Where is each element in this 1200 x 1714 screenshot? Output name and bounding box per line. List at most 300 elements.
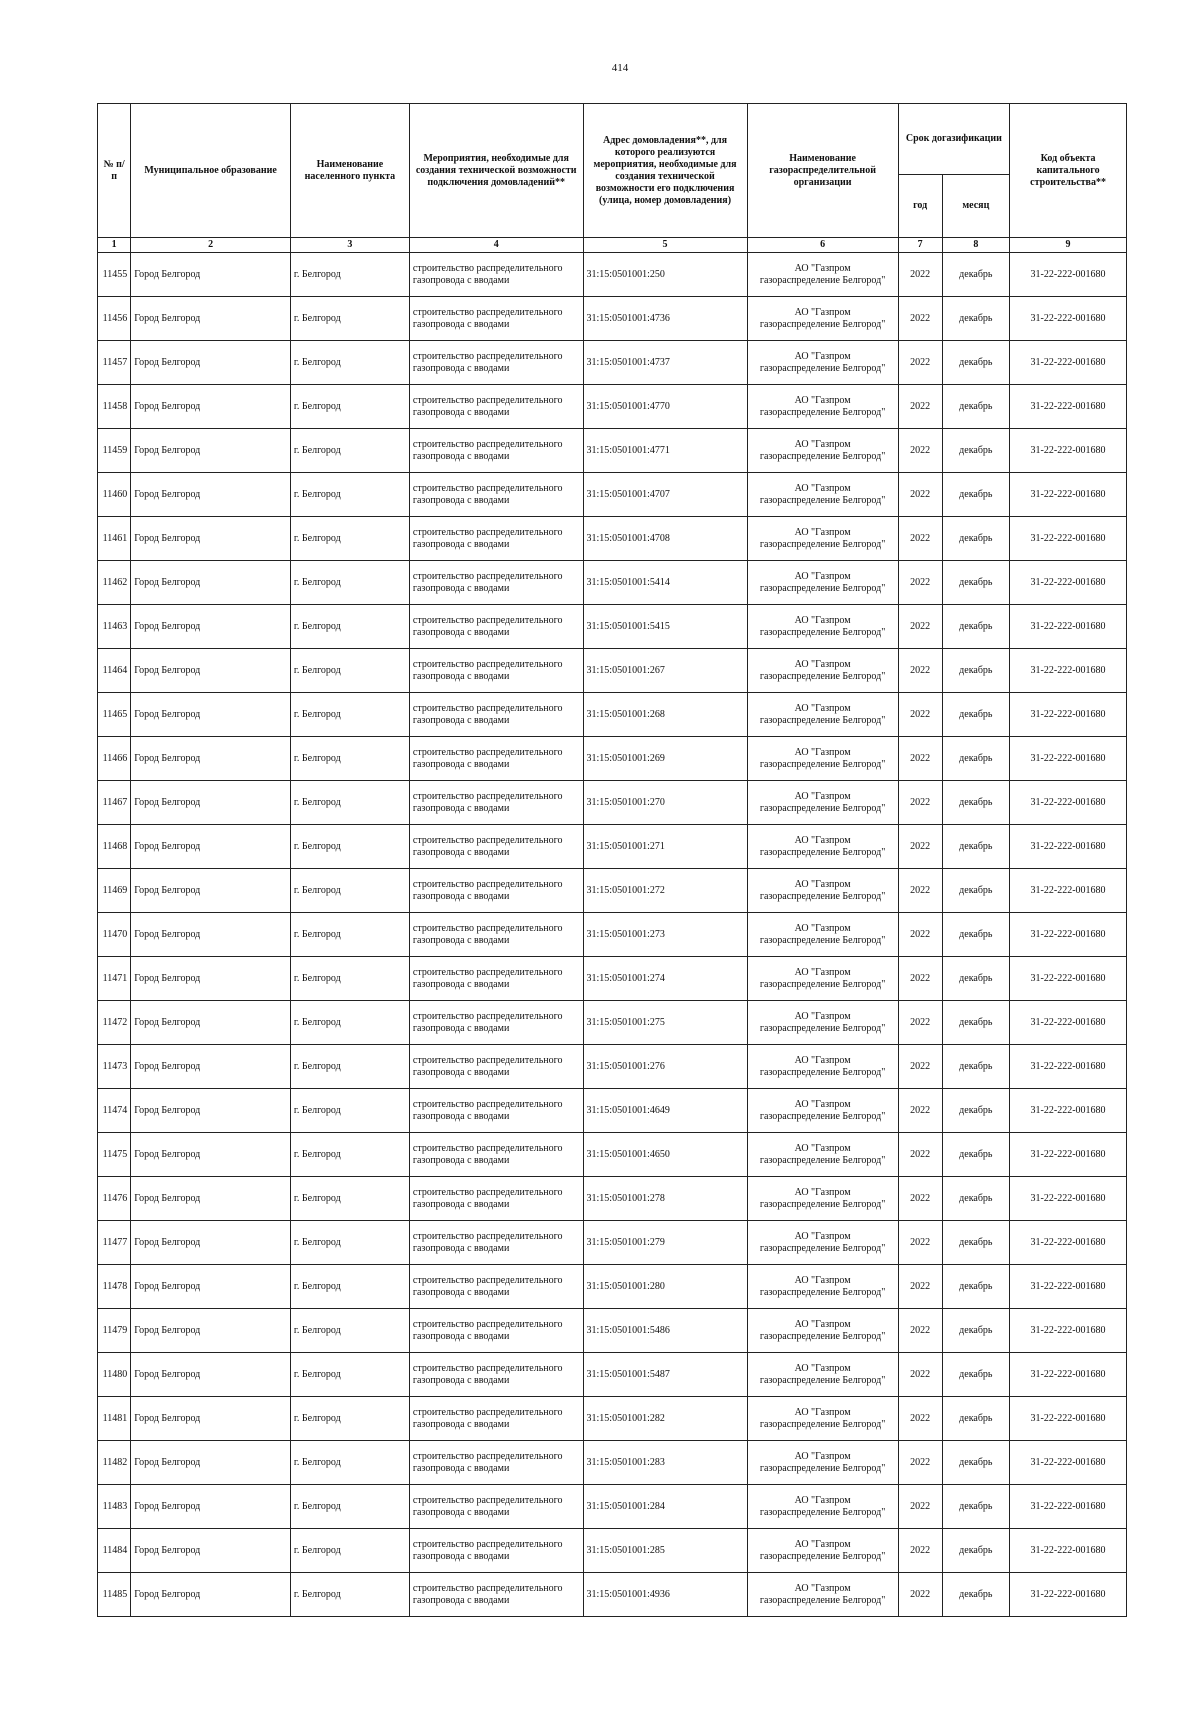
address-cell: 31:15:0501001:270 [583, 781, 747, 825]
table-row [98, 1397, 1127, 1441]
address-cell: 31:15:0501001:273 [583, 913, 747, 957]
settlement-cell: г. Белгород [290, 1573, 409, 1617]
row-number: 11461 [98, 517, 131, 561]
organization-cell [747, 1177, 898, 1221]
organization-line-1: АО "Газпром [794, 1098, 851, 1110]
object-code-cell: 31-22-222-001680 [1010, 1441, 1127, 1485]
row-number: 11470 [98, 913, 131, 957]
object-code-cell: 31-22-222-001680 [1010, 693, 1127, 737]
organization-line-2: газораспределение Белгород" [759, 1418, 886, 1430]
municipality-cell: Город Белгород [131, 341, 291, 385]
object-code-cell: 31-22-222-001680 [1010, 781, 1127, 825]
month-cell: декабрь [942, 385, 1010, 429]
organization-line-2: газораспределение Белгород" [759, 1198, 886, 1210]
year-cell: 2022 [898, 561, 942, 605]
settlement-cell: г. Белгород [290, 869, 409, 913]
month-cell: декабрь [942, 737, 1010, 781]
row-number: 11475 [98, 1133, 131, 1177]
organization-line-2: газораспределение Белгород" [759, 714, 886, 726]
year-cell: 2022 [898, 693, 942, 737]
measures-cell: строительство распределительного газопровода с вводами [409, 1221, 583, 1265]
measures-cell: строительство распределительного газопровода с вводами [409, 1485, 583, 1529]
organization-line-2: газораспределение Белгород" [759, 934, 886, 946]
organization-line-1: АО "Газпром [794, 1010, 851, 1022]
address-cell: 31:15:0501001:5487 [583, 1353, 747, 1397]
organization-line-2: газораспределение Белгород" [759, 1286, 886, 1298]
organization-line-2: газораспределение Белгород" [759, 758, 886, 770]
measures-cell: строительство распределительного газопровода с вводами [409, 957, 583, 1001]
object-code-cell: 31-22-222-001680 [1010, 517, 1127, 561]
settlement-cell: г. Белгород [290, 1529, 409, 1573]
organization-line-1: АО "Газпром [794, 1582, 851, 1594]
settlement-cell: г. Белгород [290, 341, 409, 385]
organization-cell [747, 517, 898, 561]
organization-line-2: газораспределение Белгород" [759, 846, 886, 858]
address-cell: 31:15:0501001:279 [583, 1221, 747, 1265]
measures-cell: строительство распределительного газопровода с вводами [409, 1265, 583, 1309]
measures-cell: строительство распределительного газопровода с вводами [409, 1133, 583, 1177]
table-row [98, 473, 1127, 517]
organization-cell [747, 1133, 898, 1177]
table-row [98, 1309, 1127, 1353]
address-cell: 31:15:0501001:269 [583, 737, 747, 781]
address-cell: 31:15:0501001:5415 [583, 605, 747, 649]
month-cell: декабрь [942, 1441, 1010, 1485]
settlement-cell: г. Белгород [290, 1397, 409, 1441]
year-cell: 2022 [898, 1353, 942, 1397]
municipality-cell: Город Белгород [131, 1573, 291, 1617]
organization-cell [747, 473, 898, 517]
measures-cell: строительство распределительного газопровода с вводами [409, 517, 583, 561]
organization-line-1: АО "Газпром [794, 438, 851, 450]
municipality-cell: Город Белгород [131, 517, 291, 561]
organization-cell [747, 825, 898, 869]
header-municipality: Муниципальное образование [131, 104, 291, 238]
address-cell: 31:15:0501001:4736 [583, 297, 747, 341]
year-cell: 2022 [898, 297, 942, 341]
table-row [98, 253, 1127, 297]
organization-line-2: газораспределение Белгород" [759, 582, 886, 594]
month-cell: декабрь [942, 781, 1010, 825]
row-number: 11472 [98, 1001, 131, 1045]
organization-line-1: АО "Газпром [794, 1538, 851, 1550]
settlement-cell: г. Белгород [290, 1001, 409, 1045]
row-number: 11459 [98, 429, 131, 473]
measures-cell: строительство распределительного газопровода с вводами [409, 825, 583, 869]
month-cell: декабрь [942, 1397, 1010, 1441]
month-cell: декабрь [942, 1485, 1010, 1529]
organization-line-1: АО "Газпром [794, 966, 851, 978]
header-settlement: Наименование населенного пункта [290, 104, 409, 238]
header-deadline-group: Срок догазификации [898, 104, 1009, 175]
table-row [98, 913, 1127, 957]
row-number: 11473 [98, 1045, 131, 1089]
municipality-cell: Город Белгород [131, 737, 291, 781]
organization-line-2: газораспределение Белгород" [759, 890, 886, 902]
municipality-cell: Город Белгород [131, 1133, 291, 1177]
organization-cell [747, 1265, 898, 1309]
organization-cell [747, 1221, 898, 1265]
address-cell: 31:15:0501001:4737 [583, 341, 747, 385]
address-cell: 31:15:0501001:271 [583, 825, 747, 869]
measures-cell: строительство распределительного газопровода с вводами [409, 253, 583, 297]
organization-cell [747, 737, 898, 781]
organization-line-1: АО "Газпром [794, 702, 851, 714]
object-code-cell: 31-22-222-001680 [1010, 1045, 1127, 1089]
table-row [98, 1001, 1127, 1045]
year-cell: 2022 [898, 473, 942, 517]
month-cell: декабрь [942, 1133, 1010, 1177]
settlement-cell: г. Белгород [290, 957, 409, 1001]
table-row [98, 1089, 1127, 1133]
organization-line-1: АО "Газпром [794, 658, 851, 670]
month-cell: декабрь [942, 1177, 1010, 1221]
month-cell: декабрь [942, 869, 1010, 913]
header-address: Адрес домовладения**, для которого реализуются мероприятия, необходимые для создания технической возможности его подключения (улица, номер домовладения) [583, 104, 747, 238]
measures-cell: строительство распределительного газопровода с вводами [409, 913, 583, 957]
year-cell: 2022 [898, 737, 942, 781]
organization-line-2: газораспределение Белгород" [759, 1462, 886, 1474]
settlement-cell: г. Белгород [290, 1045, 409, 1089]
row-number: 11480 [98, 1353, 131, 1397]
year-cell: 2022 [898, 341, 942, 385]
month-cell: декабрь [942, 253, 1010, 297]
organization-line-1: АО "Газпром [794, 262, 851, 274]
gasification-table [97, 103, 1127, 1617]
settlement-cell: г. Белгород [290, 1485, 409, 1529]
header-object-code: Код объекта капитального строительства** [1010, 104, 1127, 238]
measures-cell: строительство распределительного газопровода с вводами [409, 605, 583, 649]
organization-line-2: газораспределение Белгород" [759, 1550, 886, 1562]
column-number: 1 [98, 238, 131, 253]
table-row [98, 297, 1127, 341]
municipality-cell: Город Белгород [131, 1177, 291, 1221]
organization-cell [747, 957, 898, 1001]
row-number: 11458 [98, 385, 131, 429]
organization-line-1: АО "Газпром [794, 306, 851, 318]
organization-cell [747, 781, 898, 825]
measures-cell: строительство распределительного газопровода с вводами [409, 1177, 583, 1221]
measures-cell: строительство распределительного газопровода с вводами [409, 1001, 583, 1045]
table-row [98, 605, 1127, 649]
organization-line-2: газораспределение Белгород" [759, 670, 886, 682]
row-number: 11465 [98, 693, 131, 737]
organization-line-1: АО "Газпром [794, 394, 851, 406]
organization-cell [747, 561, 898, 605]
month-cell: декабрь [942, 605, 1010, 649]
object-code-cell: 31-22-222-001680 [1010, 1529, 1127, 1573]
year-cell: 2022 [898, 869, 942, 913]
settlement-cell: г. Белгород [290, 1309, 409, 1353]
object-code-cell: 31-22-222-001680 [1010, 913, 1127, 957]
row-number: 11466 [98, 737, 131, 781]
table-row [98, 429, 1127, 473]
row-number: 11463 [98, 605, 131, 649]
organization-line-1: АО "Газпром [794, 1362, 851, 1374]
organization-cell [747, 1001, 898, 1045]
measures-cell: строительство распределительного газопровода с вводами [409, 473, 583, 517]
measures-cell: строительство распределительного газопровода с вводами [409, 429, 583, 473]
row-number: 11469 [98, 869, 131, 913]
organization-cell [747, 341, 898, 385]
table-row [98, 385, 1127, 429]
row-number: 11471 [98, 957, 131, 1001]
organization-cell [747, 1397, 898, 1441]
row-number: 11485 [98, 1573, 131, 1617]
municipality-cell: Город Белгород [131, 1485, 291, 1529]
object-code-cell: 31-22-222-001680 [1010, 605, 1127, 649]
address-cell: 31:15:0501001:280 [583, 1265, 747, 1309]
year-cell: 2022 [898, 913, 942, 957]
settlement-cell: г. Белгород [290, 913, 409, 957]
measures-cell: строительство распределительного газопровода с вводами [409, 693, 583, 737]
table-row [98, 1573, 1127, 1617]
table-body [98, 253, 1127, 1617]
municipality-cell: Город Белгород [131, 429, 291, 473]
address-cell: 31:15:0501001:250 [583, 253, 747, 297]
settlement-cell: г. Белгород [290, 605, 409, 649]
address-cell: 31:15:0501001:285 [583, 1529, 747, 1573]
municipality-cell: Город Белгород [131, 913, 291, 957]
organization-cell [747, 253, 898, 297]
measures-cell: строительство распределительного газопровода с вводами [409, 1529, 583, 1573]
organization-line-2: газораспределение Белгород" [759, 1154, 886, 1166]
year-cell: 2022 [898, 1265, 942, 1309]
header-measures: Мероприятия, необходимые для создания технической возможности подключения домовладений** [409, 104, 583, 238]
table-row [98, 825, 1127, 869]
object-code-cell: 31-22-222-001680 [1010, 429, 1127, 473]
organization-line-2: газораспределение Белгород" [759, 1242, 886, 1254]
year-cell: 2022 [898, 1133, 942, 1177]
year-cell: 2022 [898, 1177, 942, 1221]
organization-line-1: АО "Газпром [794, 922, 851, 934]
object-code-cell: 31-22-222-001680 [1010, 649, 1127, 693]
municipality-cell: Город Белгород [131, 1529, 291, 1573]
organization-cell [747, 1529, 898, 1573]
settlement-cell: г. Белгород [290, 517, 409, 561]
row-number: 11456 [98, 297, 131, 341]
measures-cell: строительство распределительного газопровода с вводами [409, 1441, 583, 1485]
measures-cell: строительство распределительного газопровода с вводами [409, 1573, 583, 1617]
table-row [98, 1045, 1127, 1089]
organization-cell [747, 1485, 898, 1529]
table-row [98, 1441, 1127, 1485]
organization-line-1: АО "Газпром [794, 1318, 851, 1330]
year-cell: 2022 [898, 1089, 942, 1133]
year-cell: 2022 [898, 517, 942, 561]
month-cell: декабрь [942, 429, 1010, 473]
month-cell: декабрь [942, 693, 1010, 737]
year-cell: 2022 [898, 825, 942, 869]
address-cell: 31:15:0501001:275 [583, 1001, 747, 1045]
organization-cell [747, 649, 898, 693]
object-code-cell: 31-22-222-001680 [1010, 473, 1127, 517]
month-cell: декабрь [942, 649, 1010, 693]
row-number: 11477 [98, 1221, 131, 1265]
table-row [98, 561, 1127, 605]
page-number: 414 [611, 62, 629, 74]
column-number: 2 [131, 238, 291, 253]
settlement-cell: г. Белгород [290, 693, 409, 737]
settlement-cell: г. Белгород [290, 1133, 409, 1177]
column-number: 5 [583, 238, 747, 253]
organization-line-1: АО "Газпром [794, 834, 851, 846]
municipality-cell: Город Белгород [131, 1441, 291, 1485]
settlement-cell: г. Белгород [290, 385, 409, 429]
row-number: 11460 [98, 473, 131, 517]
month-cell: декабрь [942, 1265, 1010, 1309]
organization-line-1: АО "Газпром [794, 1494, 851, 1506]
row-number: 11455 [98, 253, 131, 297]
object-code-cell: 31-22-222-001680 [1010, 341, 1127, 385]
organization-cell [747, 693, 898, 737]
municipality-cell: Город Белгород [131, 825, 291, 869]
row-number: 11479 [98, 1309, 131, 1353]
municipality-cell: Город Белгород [131, 605, 291, 649]
object-code-cell: 31-22-222-001680 [1010, 385, 1127, 429]
organization-line-2: газораспределение Белгород" [759, 978, 886, 990]
municipality-cell: Город Белгород [131, 253, 291, 297]
municipality-cell: Город Белгород [131, 957, 291, 1001]
column-number: 7 [898, 238, 942, 253]
object-code-cell: 31-22-222-001680 [1010, 253, 1127, 297]
organization-line-1: АО "Газпром [794, 746, 851, 758]
address-cell: 31:15:0501001:4771 [583, 429, 747, 473]
year-cell: 2022 [898, 605, 942, 649]
address-cell: 31:15:0501001:283 [583, 1441, 747, 1485]
table-row [98, 1353, 1127, 1397]
object-code-cell: 31-22-222-001680 [1010, 1133, 1127, 1177]
organization-line-1: АО "Газпром [794, 1230, 851, 1242]
organization-line-1: АО "Газпром [794, 526, 851, 538]
row-number: 11467 [98, 781, 131, 825]
object-code-cell: 31-22-222-001680 [1010, 1397, 1127, 1441]
table-row [98, 1265, 1127, 1309]
object-code-cell: 31-22-222-001680 [1010, 1177, 1127, 1221]
year-cell: 2022 [898, 1441, 942, 1485]
settlement-cell: г. Белгород [290, 1441, 409, 1485]
organization-line-2: газораспределение Белгород" [759, 450, 886, 462]
month-cell: декабрь [942, 913, 1010, 957]
column-number: 6 [747, 238, 898, 253]
column-number: 4 [409, 238, 583, 253]
organization-line-2: газораспределение Белгород" [759, 1066, 886, 1078]
table-row [98, 737, 1127, 781]
organization-cell [747, 297, 898, 341]
table-row [98, 1529, 1127, 1573]
object-code-cell: 31-22-222-001680 [1010, 1309, 1127, 1353]
month-cell: декабрь [942, 1089, 1010, 1133]
municipality-cell: Город Белгород [131, 649, 291, 693]
month-cell: декабрь [942, 1573, 1010, 1617]
organization-line-2: газораспределение Белгород" [759, 318, 886, 330]
row-number: 11474 [98, 1089, 131, 1133]
object-code-cell: 31-22-222-001680 [1010, 737, 1127, 781]
organization-line-2: газораспределение Белгород" [759, 274, 886, 286]
table-row [98, 957, 1127, 1001]
organization-line-2: газораспределение Белгород" [759, 802, 886, 814]
year-cell: 2022 [898, 1573, 942, 1617]
object-code-cell: 31-22-222-001680 [1010, 1573, 1127, 1617]
organization-line-2: газораспределение Белгород" [759, 1110, 886, 1122]
month-cell: декабрь [942, 1001, 1010, 1045]
year-cell: 2022 [898, 1485, 942, 1529]
year-cell: 2022 [898, 429, 942, 473]
municipality-cell: Город Белгород [131, 869, 291, 913]
table-row [98, 649, 1127, 693]
measures-cell: строительство распределительного газопровода с вводами [409, 649, 583, 693]
organization-cell [747, 385, 898, 429]
row-number: 11483 [98, 1485, 131, 1529]
address-cell: 31:15:0501001:5414 [583, 561, 747, 605]
object-code-cell: 31-22-222-001680 [1010, 1089, 1127, 1133]
address-cell: 31:15:0501001:268 [583, 693, 747, 737]
organization-cell [747, 1045, 898, 1089]
table-row [98, 517, 1127, 561]
table-row [98, 1177, 1127, 1221]
address-cell: 31:15:0501001:4936 [583, 1573, 747, 1617]
organization-cell [747, 1353, 898, 1397]
year-cell: 2022 [898, 1221, 942, 1265]
organization-line-2: газораспределение Белгород" [759, 626, 886, 638]
municipality-cell: Город Белгород [131, 693, 291, 737]
municipality-cell: Город Белгород [131, 1397, 291, 1441]
year-cell: 2022 [898, 1309, 942, 1353]
row-number: 11484 [98, 1529, 131, 1573]
row-number: 11468 [98, 825, 131, 869]
measures-cell: строительство распределительного газопровода с вводами [409, 561, 583, 605]
header-number: № п/п [98, 104, 131, 238]
organization-line-1: АО "Газпром [794, 790, 851, 802]
organization-line-1: АО "Газпром [794, 1406, 851, 1418]
organization-line-2: газораспределение Белгород" [759, 1506, 886, 1518]
month-cell: декабрь [942, 473, 1010, 517]
month-cell: декабрь [942, 1353, 1010, 1397]
object-code-cell: 31-22-222-001680 [1010, 1221, 1127, 1265]
month-cell: декабрь [942, 825, 1010, 869]
table-row [98, 1221, 1127, 1265]
address-cell: 31:15:0501001:5486 [583, 1309, 747, 1353]
municipality-cell: Город Белгород [131, 1265, 291, 1309]
organization-line-2: газораспределение Белгород" [759, 1022, 886, 1034]
organization-cell [747, 913, 898, 957]
month-cell: декабрь [942, 561, 1010, 605]
organization-cell [747, 1309, 898, 1353]
municipality-cell: Город Белгород [131, 1221, 291, 1265]
object-code-cell: 31-22-222-001680 [1010, 1353, 1127, 1397]
table-row [98, 1485, 1127, 1529]
settlement-cell: г. Белгород [290, 253, 409, 297]
organization-cell [747, 1441, 898, 1485]
organization-line-1: АО "Газпром [794, 570, 851, 582]
address-cell: 31:15:0501001:4650 [583, 1133, 747, 1177]
organization-line-2: газораспределение Белгород" [759, 538, 886, 550]
row-number: 11476 [98, 1177, 131, 1221]
month-cell: декабрь [942, 297, 1010, 341]
organization-line-2: газораспределение Белгород" [759, 1330, 886, 1342]
municipality-cell: Город Белгород [131, 1089, 291, 1133]
municipality-cell: Город Белгород [131, 561, 291, 605]
settlement-cell: г. Белгород [290, 1089, 409, 1133]
year-cell: 2022 [898, 1397, 942, 1441]
object-code-cell: 31-22-222-001680 [1010, 297, 1127, 341]
address-cell: 31:15:0501001:4649 [583, 1089, 747, 1133]
address-cell: 31:15:0501001:276 [583, 1045, 747, 1089]
year-cell: 2022 [898, 253, 942, 297]
municipality-cell: Город Белгород [131, 781, 291, 825]
table-row [98, 869, 1127, 913]
measures-cell: строительство распределительного газопровода с вводами [409, 1309, 583, 1353]
